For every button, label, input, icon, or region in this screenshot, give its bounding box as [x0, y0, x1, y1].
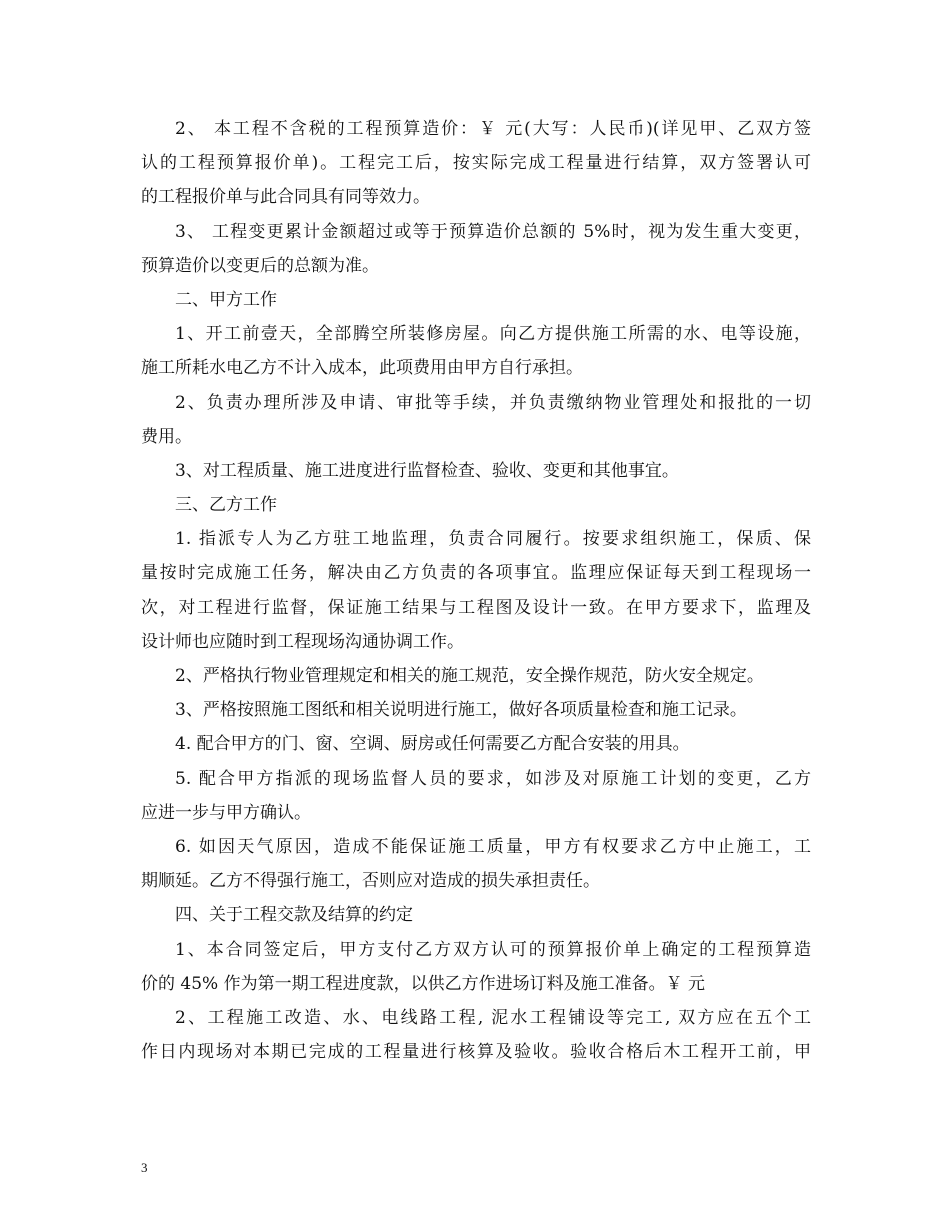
text-line: 6. 如因天气原因，造成不能保证施工质量，甲方有权要求乙方中止施工，工	[175, 836, 811, 857]
text-line: 2、工程施工改造、水、电线路工程, 泥水工程铺设等完工, 双方应在五个工	[175, 1007, 811, 1028]
text-line: 应进一步与甲方确认。	[141, 802, 311, 823]
text-line: 2、 本工程不含税的工程预算造价：￥ 元(大写：人民币)(详见甲、乙双方签	[175, 119, 811, 139]
text-line: 期顺延。乙方不得强行施工，否则应对造成的损失承担责任。	[141, 871, 600, 892]
text-line: 作日内现场对本期已完成的工程量进行核算及验收。验收合格后木工程开工前，甲	[141, 1042, 811, 1063]
text-line: 3、严格按照施工图纸和相关说明进行施工，做好各项质量检查和施工记录。	[175, 700, 747, 721]
page-number: 3	[141, 1160, 148, 1175]
text-line: 3、对工程质量、施工进度进行监督检查、验收、变更和其他事宜。	[175, 460, 679, 481]
text-line: 三、乙方工作	[175, 495, 277, 516]
text-line: 1. 指派专人为乙方驻工地监理，负责合同履行。按要求组织施工，保质、保	[175, 529, 811, 550]
text-line: 次，对工程进行监督，保证施工结果与工程图及设计一致。在甲方要求下，监理及	[141, 597, 811, 618]
text-line: 1、本合同签定后，甲方支付乙方双方认可的预算报价单上确定的工程预算造	[175, 939, 811, 960]
text-line: 量按时完成施工任务，解决由乙方负责的各项事宜。监理应保证每天到工程现场一	[141, 563, 811, 584]
text-line: 4. 配合甲方的门、窗、空调、厨房或任何需要乙方配合安装的用具。	[175, 734, 690, 755]
text-line: 二、甲方工作	[175, 289, 277, 310]
text-line: 的工程报价单与此合同具有同等效力。	[141, 187, 430, 208]
text-line: 费用。	[141, 426, 192, 447]
document-body	[141, 112, 811, 1069]
text-line: 预算造价以变更后的总额为准。	[141, 255, 379, 276]
text-line: 2、严格执行物业管理规定和相关的施工规范，安全操作规范，防火安全规定。	[175, 666, 764, 686]
text-line: 2、负责办理所涉及申请、审批等手续，并负责缴纳物业管理处和报批的一切	[175, 392, 811, 413]
text-line: 认的工程预算报价单)。工程完工后，按实际完成工程量进行结算，双方签署认可	[141, 153, 811, 174]
text-line: 四、关于工程交款及结算的约定	[175, 905, 413, 926]
text-line: 5. 配合甲方指派的现场监督人员的要求，如涉及对原施工计划的变更，乙方	[175, 768, 811, 789]
text-line: 设计师也应随时到工程现场沟通协调工作。	[141, 631, 464, 652]
text-line: 1、开工前壹天，全部腾空所装修房屋。向乙方提供施工所需的水、电等设施，	[175, 324, 811, 345]
text-line: 3、 工程变更累计金额超过或等于预算造价总额的 5%时，视为发生重大变更，	[175, 221, 811, 242]
text-line: 施工所耗水电乙方不计入成本，此项费用由甲方自行承担。	[141, 358, 583, 379]
text-line: 价的 45% 作为第一期工程进度款，以供乙方作进场订料及施工准备。￥ 元	[141, 973, 705, 994]
